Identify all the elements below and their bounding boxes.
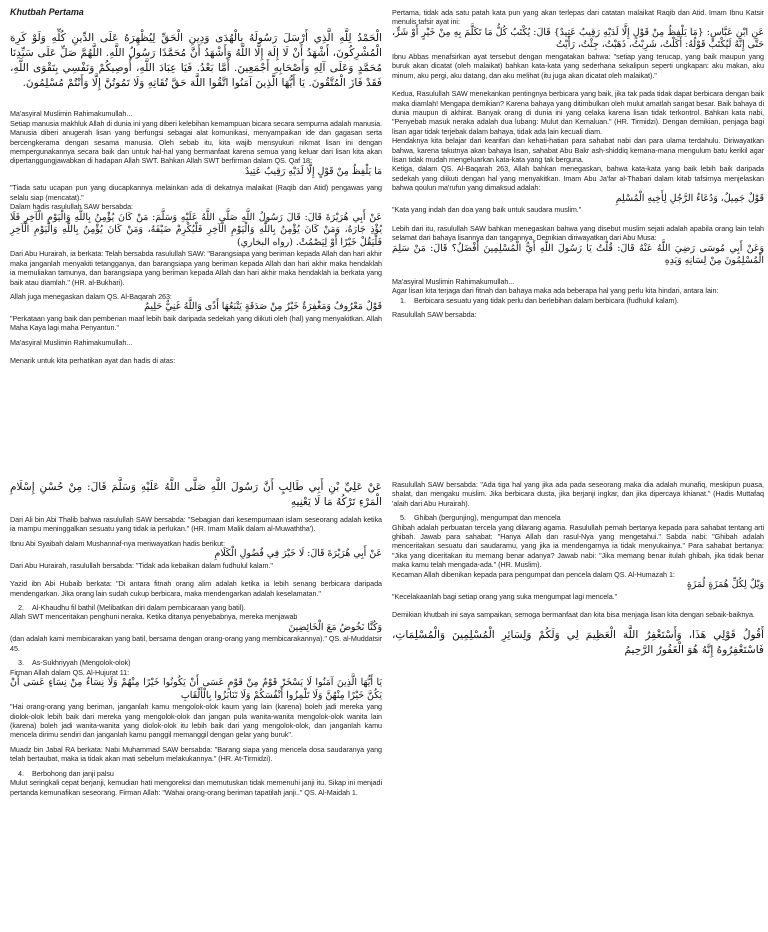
point-pertama: Pertama, tidak ada satu patah kata pun yang akan terlepas dari catatan malaikat Raqib dan Atid. Imam Ibnu Katsir menulis tafsir ayat ini: [392,8,764,27]
humazah-translation: "Kecelakaanlah bagi setiap orang yang suka mengumpat lagi mencela." [392,591,618,601]
top-left-column [10,8,382,366]
greeting-2: Ma'asyiral Muslimin Rahimakumullah... [10,337,133,347]
item1-hadith-intro: Rasulullah SAW bersabda: [392,309,477,319]
ayah-qaf: مَا يَلْفِظُ مِنْ قَوْلٍ إِلَّا لَدَيْهِ رَقِيبٌ عَتِيدٌ [245,165,382,177]
paragraph-lisan: Setiap manusia makhluk Allah di dunia ini yang diberi kelebihan kemampuan bicara secara sempurna adalah manusia. Manusia diberi anugerah lisan yang berfungsi sebagai alat komunikasi, menyampaikan ide dan gagasan serta bercengkerama dengan sesama manusia. Oleh sebab itu, kita wajib mensyukuri nikmat lisan ini dengan mempergunakannya secara baik dan untuk hal-hal yang bermanfaat karena semua yang keluar dari lisan kita akan dipertanggungjawabkan di hadapan Allah SWT. Bahkan Allah SWT berfirman dalam QS. Qaf 18: [10,118,382,166]
item2-text: Allah SWT menceritakan penghuni neraka. Ketika ditanya penyebabnya, mereka menjawab [10,612,298,622]
greeting-1: Ma'asyiral Muslimin Rahimakumullah... [10,109,133,119]
list-item-4 [10,769,382,778]
closing-remark: Menarik untuk kita perhatikan ayat dan hadis di atas: [10,356,176,366]
hadith-ali-translation: Dari Ali bin Abi Thalib bahwa rasulullah SAW bersabda: "Sebagian dari kesempurnaan islam seseorang adalah ketika ia mampu meninggalkan sesuatu yang tidak ia perlukan." (HR. Imam Malik dalam al-Muwaththa'). [10,515,382,534]
humazah-arabic: وَيْلٌ لِكُلِّ هُمَزَةٍ لُمَزَةٍ [686,579,764,591]
closing-text: Demikian khutbah ini saya sampaikan, semoga bermanfaat dan kita bisa menjaga lisan kita dengan sebaik-baiknya. [392,610,755,620]
humazah-intro: Kecaman Allah dibenikan kepada para pengumpat dan pencela dalam QS. Al-Humazah 1: [392,569,675,579]
list-number: 1. [400,295,406,305]
ibn-abbas-translation: Ibnu Abbas menafsirkan ayat tersebut dengan mengatakan bahwa: "setiap yang terucap, yang baik maupun yang buruk akan dicatat (oleh malaikat) bahkan kata-kata yang sederhana sekalipun seperti ungkapan: aku makan, aku minum, aku pergi, aku datang, dan aku melihat (itu juga akan dicatat oleh malaikat)." [392,52,764,80]
list-text: As-Sukhriyyah (Mengolok-olok) [32,658,131,668]
closing-arabic: أَقُولُ قَوْلِي هَذَا، وَأَسْتَغْفِرُ اللَّهَ الْعَظِيمَ لِي وَلَكُمْ وَلِسَائِرِ الْمُسْلِمِينَ وَالْمُسْلِمَاتِ، فَاسْتَغْفِرُوهُ إِنَّهُ هُوَ الْغَفُورُ الرَّحِيمُ [392,629,764,657]
yazid-quote: Yazid ibn Abi Hubaib berkata: "Di antara fitnah orang alim adalah ketika ia lebih senang berbicara daripada mendengarkan. Jika orang lain sudah cukup berbicara, maka mendengarkan adalah keselamatan." [10,579,382,598]
abu-musa-arabic: وَعَنْ أَبِي مُوسَى رَضِيَ اللَّهُ عَنْهُ قَالَ: قُلْتُ يَا رَسُولَ اللَّهِ أَيُّ الْمُسْلِمِينَ أَفْضَلُ؟ قَالَ: مَنْ سَلِمَ الْمُسْلِمُونَ مِنْ لِسَانِهِ وَيَدِهِ [392,242,764,267]
qaf-translation: "Tiada satu ucapan pun yang diucapkannya melainkan ada di dekatnya malaikat (Raqib dan Atid) pengawas yang selalu siap (mencatat)." [10,183,382,202]
avoid-intro: Agar lisan kita terjaga dari fitnah dan bahaya maka ada beberapa hal yang perlu kita hindari, antara lain: [392,286,719,296]
ibn-abbas-arabic: عَنِ ابْنِ عَبَّاسٍ: {مَا يَلْفِظُ مِنْ قَوْلٍ إِلَّا لَدَيْهِ رَقِيبٌ عَتِيدٌ} قَالَ: يُكْتَبُ كُلُّ مَا تَكَلَّمَ بِهِ مِنْ خَيْرٍ أَوْ شَرٍّ، حَتَّى إِنَّهُ لَيُكْتَبُ قَوْلُهُ: أَكَلْتُ، شَرِبْتُ، ذَهَبْتُ، جِئْتُ، رَأَيْتُ [392,26,764,51]
tabari-arabic: قَوْلٌ جَمِيلٌ، وَدُعَاءُ الرَّجُلِ لِأَخِيهِ الْمُسْلِمِ [615,192,764,204]
abi-syaibah-intro: Ibnu Abi Syaibah dalam Mushannaf-nya meriwayatkan hadis berikut: [10,538,225,548]
point-kedua: Kedua, Rasulullah SAW menekankan pentingnya berbicara yang baik, jika tak pada tidak dapat berbicara dengan baik maka diamlah! Mengapa demikian? Karena bahaya yang ditimbulkan oleh mulut amatlah sangat besar. Baik bahaya di dunia maupun di akhirat. Banyak orang di dunia ini yang celaka karena lisan tidak terkontrol. Bahkan kata nabi, "Penyebab masuk neraka adalah dua lubang: Mulut dan Kemaluan." (HR. Tirmidzi). Dengan demikian, penjaga bagi lisan agar tidak terjebak dalam bahaya, tidak ada lain kecuali diam. [392,89,764,136]
top-right-column [392,8,764,319]
munafik-hadith: Rasulullah SAW bersabda: "Ada tiga hal yang jika ada pada seseorang maka dia adalah munafiq, meskipun puasa, shalat, dan mengaku muslim. Jika berbicara dusta, jika berjanji ingkar, dan jika dipercaya khianat." (Hadis Muttafaq 'alaih dari Abu Hurairah). [392,480,764,508]
hadith-abu-hurairah-translation: Dari Abu Hurairah, ia berkata: Telah bersabda rasulullah SAW: "Barangsiapa yang beriman kepada Allah dan hari akhir maka janganlah menyakiti tetangganya, dan barangsiapa yang beriman kepada Allah dan hari akhir maka hendaklah ia memuliakan tamunya, dan barangsiapa yang beriman kepada Allah dan hari akhir maka hendaklah ia berkata yang baik atau diamlah." (HR. al-Bukhari). [10,249,382,287]
list-number: 3. [18,658,24,668]
point-ketiga-b: Lebih dari itu, rasulullah SAW bahkan menegaskan bahwa yang disebut muslim sejati adalah apabila orang lain telah selamat dari bahaya lisannya dan tangannya. Demikian diriwayatkan dari Abu Musa: [392,223,764,243]
muadz-hadith: Muadz bin Jabal RA berkata: Nabi Muhammad SAW bersabda: "Barang siapa yang mencela dosa saudaranya yang telah bertaubat, maka ia tidak akan mati sebelum melakukannya." (HR. At-Tirmidzi). [10,744,382,764]
item3-arabic: يَا أَيُّهَا الَّذِينَ آمَنُوا لَا يَسْخَرْ قَوْمٌ مِنْ قَوْمٍ عَسَى أَنْ يَكُونُوا خَيْرًا مِنْهُمْ وَلَا نِسَاءٌ مِنْ نِسَاءٍ عَسَى أَنْ يَكُنَّ خَيْرًا مِنْهُنَّ وَلَا تَلْمِزُوا أَنْفُسَكُمْ وَلَا تَنَابَزُوا بِالْأَلْقَابِ [10,677,382,701]
item3-intro: Firman Allah dalam QS. Al-Hujurat 11: [10,667,130,677]
bottom-left-column [10,480,382,797]
list-text: Al-Khaudhu fil bathil (Melibatkan diri dalam pembicaraan yang batil). [32,603,246,613]
list-item-3 [10,658,382,667]
list-text: Berbohong dan janji palsu [32,768,114,778]
list-item-1 [392,296,764,305]
point-kedua-b: Hendaknya kita belajar dari kearifan dan kehati-hatian para sahabat nabi dan para ulama terdahulu. Diriwayatkan bahwa, karena takutnya akan bahaya lisan, sahabat Abu Bakr ash-shiddiq kemana-mana mengulum batu kerikil agar lisan tidak mudah mengeluarkan kata-kata yang tak berguna. [392,136,764,165]
abi-syaibah-arabic: عَنْ أَبِي هُرَيْرَةَ قَالَ: لَا خَيْرَ فِي فُضُولِ الْكَلَامِ [214,548,382,560]
greeting-3: Ma'asyiral Muslimin Rahimakumullah... [392,276,515,286]
hadith-abu-hurairah-arabic: عَنْ أَبِي هُرَيْرَةَ قَالَ: قَالَ رَسُولُ اللَّهِ صَلَّى اللَّهُ عَلَيْهِ وَسَلَّمَ: مَنْ كَانَ يُؤْمِنُ بِاللَّهِ وَالْيَوْمِ الْآخِرِ فَلَا يُؤْذِ جَارَهُ، وَمَنْ كَانَ يُؤْمِنُ بِاللَّهِ وَالْيَوْمِ الْآخِرِ فَلْيُكْرِمْ ضَيْفَهُ، وَمَنْ كَانَ يُؤْمِنُ بِاللَّهِ وَالْيَوْمِ الْآخِرِ فَلْيَقُلْ خَيْرًا أَوْ لِيَصْمُتْ. (رواه البخاري) [10,211,382,248]
ayah-baqarah: قَوْلٌ مَعْرُوفٌ وَمَغْفِرَةٌ خَيْرٌ مِنْ صَدَقَةٍ يَتْبَعُهَا أَذًى وَاللَّهُ غَنِيٌّ حَلِيمٌ [144,301,382,313]
baqarah-intro: Allah juga menegaskan dalam QS. Al-Baqarah 263: [10,292,172,302]
list-number: 2. [18,603,24,613]
abi-syaibah-translation: Dari Abu Hurairah, rasulullah bersabda: "Tidak ada kebaikan dalam fudhulul kalam." [10,560,273,570]
item2-arabic: وَكُنَّا نَخُوضُ مَعَ الْخَائِضِينَ [288,621,382,633]
list-number: 4. [18,768,24,778]
item5-text: Ghibah adalah perbuatan tercela yang dilarang agama. Rasulullah pernah bertanya kepada para sahabat tentang arti ghibah. Jawab para sahabat: "Hanya Allah dan rasul-Nya yang mengetahui." Sabda nabi: "Ghibah adalah menceritakan sesuatu dari saudaramu, yang jika ia mendengarnya ia tidak menyukainya." Para sahabat bertanya: "Jika yang diceritakan itu memang benar adanya? Jawab nabi: "Jika memang benar itulah ghibah, jika tidak benar maka kamu telah mengada-ada." (HR. Muslim). [392,522,764,570]
list-item-5 [392,513,764,522]
item2-translation: (dan adalah kami membicarakan yang batil, bersama dengan orang-orang yang membicarakannya)." QS. al-Muddatsir 45. [10,634,382,653]
point-ketiga: Ketiga, dalam QS. Al-Baqarah 263, Allah bahkan menegaskan, bahwa kata-kata yang baik lebih baik daripada sedekah yang diikuti dengan hal yang menyakitkan. Imam Abu Ja'far al-Thabari dalam kitab tafsirnya menjelaskan bahwa qoulun ma'rufun yang dimaksud adalah: [392,164,764,193]
list-text: Berbicara sesuatu yang tidak perlu dan berlebihan dalam berbicara (fudhulul kalam). [414,295,679,305]
list-item-2 [10,603,382,612]
tabari-translation: "Kata yang indah dan doa yang baik untuk saudara muslim." [392,205,582,215]
item4-text: Mulut seringkali cepat berjanji, kemudian hati mengoreksi dan memutuskan tidak memenuhi janji itu. Sikap ini menjadi pertanda kemunafikan seseorang. Firman Allah: "Wahai orang-orang beriman tapatilah janji.." QS. Al-Maidah 1. [10,778,382,797]
bottom-right-column [392,480,764,658]
baqarah-translation: "Perkataan yang baik dan pemberian maaf lebih baik daripada sedekah yang diikuti oleh (hal) yang menyakitkan. Allah Maha Kaya lagi maha Penyantun." [10,314,382,333]
list-text: Ghibah (bergunjing), mengumpat dan mencela [414,513,561,523]
list-number: 5. [400,513,406,523]
khutbah-title: Khutbah Pertama [10,7,84,17]
hadith-intro: Dalam hadis rasulullah SAW bersabda: [10,202,133,212]
item3-translation: "Hai orang-orang yang beriman, janganlah kamu mengolok-olok kaum yang lain (karena) boleh jadi mereka yang diolok-olok lebih baik dari mereka yang mengolok-olok dan jangan pula wanita-wanita mengolok-olok wanita lain (karena) boleh jadi wanita-wanita yang diolok-olok itu lebih baik dari yang mengolok-olok, dan janganlah kamu mencela dirimu sendiri dan janganlah kamu panggil memanggil dengan gelar yang buruk". [10,702,382,740]
hadith-ali-arabic: عَنْ عَلِيِّ بْنِ أَبِي طَالِبٍ أَنَّ رَسُولَ اللَّهِ صَلَّى اللَّهُ عَلَيْهِ وَسَلَّمَ قَالَ: مِنْ حُسْنِ إِسْلَامِ الْمَرْءِ تَرْكُهُ مَا لَا يَعْنِيهِ [10,481,382,508]
arabic-opening: الْحَمْدُ لِلَّهِ الَّذِي أَرْسَلَ رَسُولَهُ بِالْهُدَى وَدِينِ الْحَقِّ لِيُظْهِرَهُ عَلَى الدِّينِ كُلِّهِ وَلَوْ كَرِهَ الْمُشْرِكُونَ، أَشْهَدُ أَنْ لَا إِلَهَ إِلَّا اللَّهُ وَأَشْهَدُ أَنَّ مُحَمَّدًا رَسُولُ اللَّهِ. اللَّهُمَّ صَلِّ عَلَى سَيِّدِنَا مُحَمَّدٍ وَعَلَى آلِهِ وَأَصْحَابِهِ أَجْمَعِينَ. أَمَّا بَعْدُ. فَيَا عِبَادَ اللَّهِ، أُوصِيكُمْ وَنَفْسِي بِتَقْوَى اللَّهِ، فَقَدْ فَازَ الْمُتَّقُونَ. يَا أَيُّهَا الَّذِينَ آمَنُوا اتَّقُوا اللَّهَ حَقَّ تُقَاتِهِ وَلَا تَمُوتُنَّ إِلَّا وَأَنْتُمْ مُسْلِمُونَ. [10,32,382,90]
